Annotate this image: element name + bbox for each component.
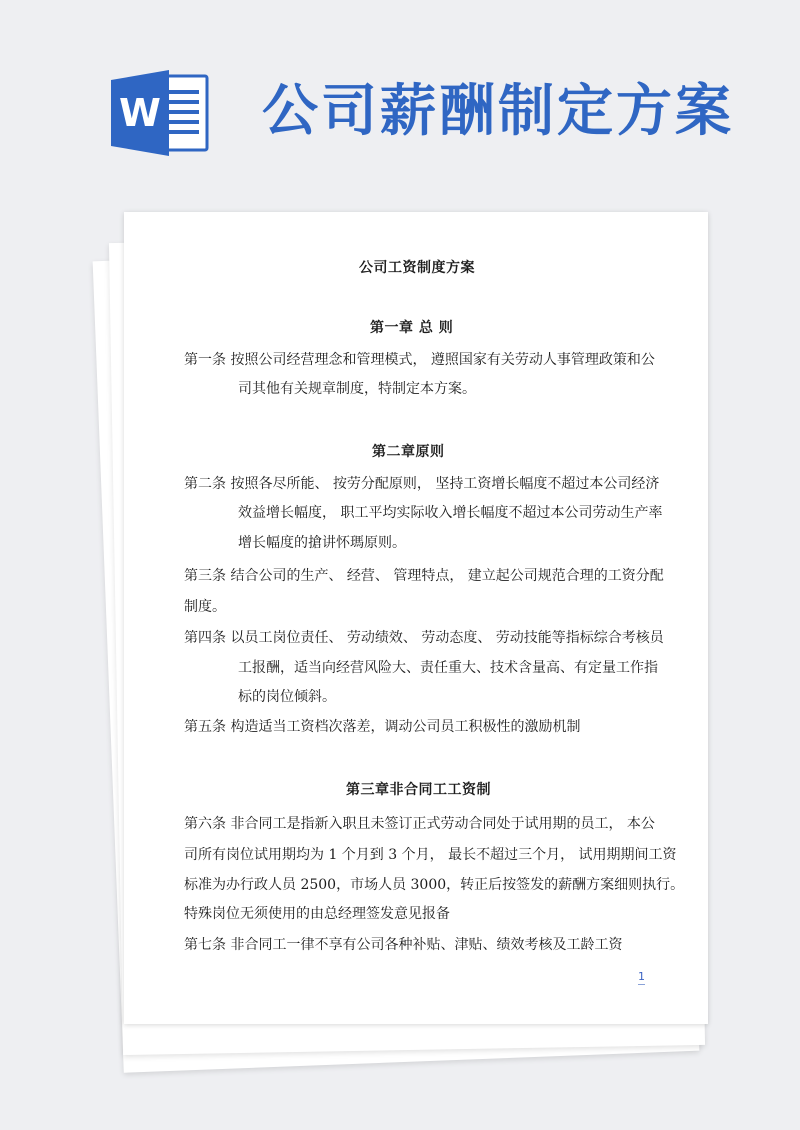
paragraph-line: 增长幅度的搶讲怀瑪原则。	[238, 535, 406, 551]
svg-text:W: W	[119, 91, 161, 135]
word-document-icon	[111, 70, 209, 156]
chapter-heading: 第二章原则	[372, 444, 445, 460]
chapter-heading: 第一章 总 则	[370, 320, 454, 336]
paragraph-line: 第五条 构造适当工资档次落差，调动公司员工积极性的激励机制	[184, 719, 581, 735]
chapter-heading: 第三章非合同工工资制	[346, 782, 491, 798]
paragraph-line: 司所有岗位试用期均为 1 个月到 3 个月， 最长不超过三个月， 试用期期间工资	[184, 847, 677, 863]
paragraph-line: 第三条 结合公司的生产、 经营、 管理特点， 建立起公司规范合理的工资分配	[184, 568, 664, 584]
paragraph-line: 效益增长幅度， 职工平均实际收入增长幅度不超过本公司劳动生产率	[238, 505, 663, 521]
paragraph-line: 第一条 按照公司经营理念和管理模式， 遵照国家有关劳动人事管理政策和公	[184, 352, 655, 368]
paragraph-line: 第二条 按照各尽所能、 按劳分配原则， 坚持工资增长幅度不超过本公司经济	[184, 476, 660, 492]
paragraph-line: 标的岗位倾斜。	[238, 689, 336, 705]
paragraph-line: 第六条 非合同工是指新入职且未签订正式劳动合同处于试用期的员工， 本公	[184, 816, 655, 832]
paragraph-line: 标准为办行政人员 2500，市场人员 3000，转正后按签发的薪酬方案细则执行。	[184, 877, 685, 893]
paragraph-line: 司其他有关规章制度，特制定本方案。	[238, 381, 476, 397]
paragraph-line: 制度。	[184, 599, 226, 615]
paragraph-line: 第七条 非合同工一律不享有公司各种补贴、津贴、绩效考核及工龄工资	[184, 937, 623, 953]
paragraph-line: 特殊岗位无须使用的由总经理签发意见报备	[184, 906, 450, 922]
document-title: 公司工资制度方案	[359, 260, 475, 276]
paragraph-line: 第四条 以员工岗位责任、 劳动绩效、 劳动态度、 劳动技能等指标综合考核员	[184, 630, 664, 646]
banner-title: 公司薪酬制定方案	[262, 79, 734, 144]
page-number: 1	[638, 970, 645, 983]
paragraph-line: 工报酬，适当向经营风险大、责任重大、技术含量高、有定量工作指	[238, 660, 658, 676]
